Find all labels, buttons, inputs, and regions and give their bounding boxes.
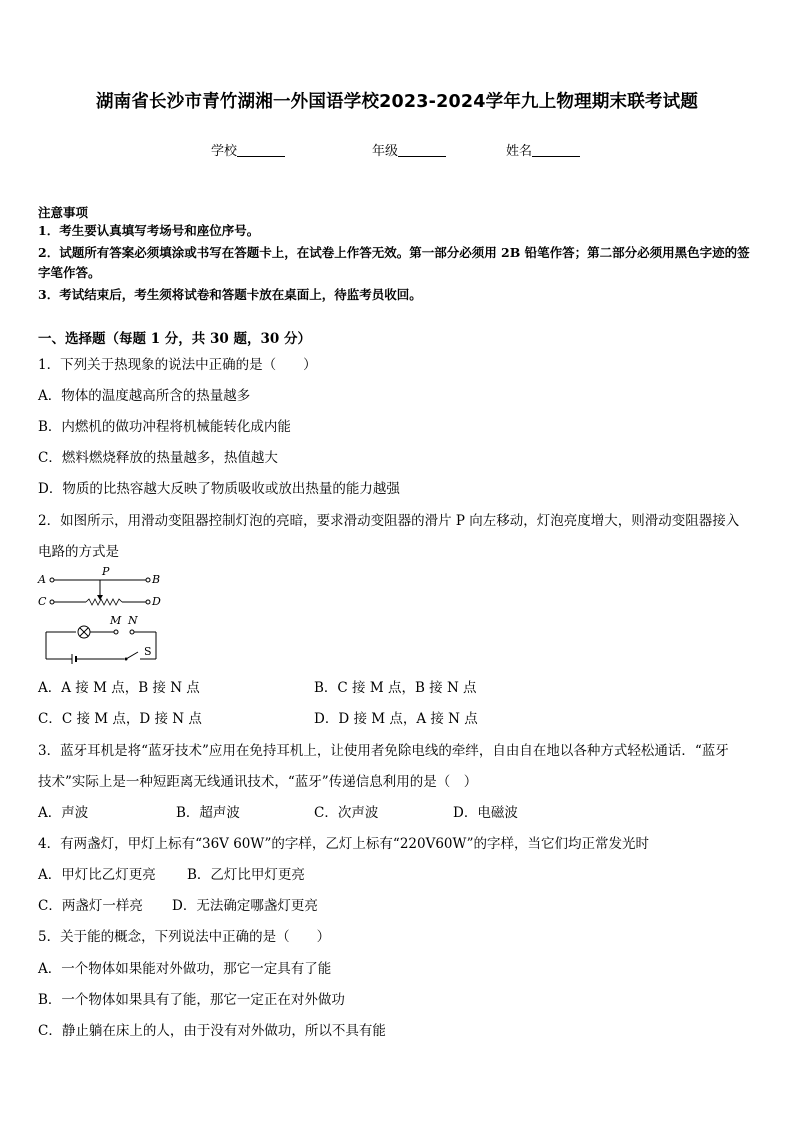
name-field [506, 140, 580, 159]
switch-lever [126, 652, 138, 659]
terminal-n-label: N [128, 614, 138, 627]
question-4-option-b: B．乙灯比甲灯更亮 [187, 867, 305, 883]
question-3-option-a: A．声波 [38, 805, 89, 821]
question-2-option-c: C．C 接 M 点，D 接 N 点 [38, 711, 202, 727]
terminal-c [50, 600, 54, 604]
name-label: 姓名 [506, 144, 533, 159]
school-blank [237, 143, 285, 157]
terminal-b-label: B [152, 573, 161, 586]
name-blank [532, 143, 580, 157]
terminal-n [130, 630, 134, 634]
grade-label: 年级 [372, 144, 399, 159]
terminal-a-label: A [38, 573, 46, 586]
question-4-option-d: D．无法确定哪盏灯更亮 [172, 898, 318, 914]
question-1-option-d: D．物质的比热容越大反映了物质吸收或放出热量的能力越强 [38, 481, 400, 497]
terminal-b [146, 578, 150, 582]
school-label: 学校 [211, 144, 238, 159]
question-2-option-d: D．D 接 M 点，A 接 N 点 [314, 711, 478, 727]
question-1-stem: 1．下列关于热现象的说法中正确的是（ ） [38, 357, 317, 373]
question-2-option-b: B．C 接 M 点，B 接 N 点 [314, 680, 477, 696]
question-4-stem: 4．有两盏灯，甲灯上标有“36V 60W”的字样，乙灯上标有“220V60W”的字样，当它们均正常发光时 [38, 836, 650, 852]
question-3-option-d: D．电磁波 [453, 805, 518, 821]
question-2-stem-line2: 电路的方式是 [38, 544, 119, 560]
terminal-d [146, 600, 150, 604]
question-2-option-a: A．A 接 M 点，B 接 N 点 [38, 680, 200, 696]
terminal-d-label: D [152, 595, 161, 608]
question-3-stem-line2: 技术”实际上是一种短距离无线通讯技术，“蓝牙”传递信息利用的是（ ） [38, 774, 478, 790]
question-4-option-c: C．两盏灯一样亮 [38, 898, 143, 914]
section-heading: 一、选择题（每题 1 分，共 30 题，30 分） [38, 331, 311, 347]
switch-s-label: S [144, 645, 152, 658]
terminal-a [50, 578, 54, 582]
question-2-stem-line1: 2．如图所示，用滑动变阻器控制灯泡的亮暗，要求滑动变阻器的滑片 P 向左移动，灯泡亮度增大，则滑动变阻器接入 [38, 513, 740, 529]
question-5-option-b: B．一个物体如果具有了能，那它一定正在对外做功 [38, 992, 345, 1008]
grade-field [372, 140, 446, 159]
terminal-m-label: M [110, 614, 122, 627]
notice-item: 1．考生要认真填写考场号和座位序号。 [38, 223, 260, 238]
notice-item: 3．考试结束后，考生须将试卷和答题卡放在桌面上，待监考员收回。 [38, 287, 422, 302]
resistance-coil [86, 599, 122, 605]
question-4-option-a: A．甲灯比乙灯更亮 [38, 867, 156, 883]
question-3-option-b: B．超声波 [176, 805, 240, 821]
grade-blank [398, 143, 446, 157]
exam-title: 湖南省长沙市青竹湖湘一外国语学校2023-2024学年九上物理期末联考试题 [95, 92, 699, 112]
question-1-option-b: B．内燃机的做功冲程将机械能转化成内能 [38, 419, 291, 435]
question-3-option-c: C．次声波 [314, 805, 379, 821]
notice-item: 2．试题所有答案必须填涂或书写在答题卡上，在试卷上作答无效。第一部分必须用 2B 铅笔作答；第二部分必须用黑色字迹的签字笔作答。 [38, 245, 750, 280]
school-field [211, 140, 285, 159]
question-5-option-c: C．静止躺在床上的人，由于没有对外做功，所以不具有能 [38, 1023, 386, 1039]
question-1-option-c: C．燃料燃烧释放的热量越多，热值越大 [38, 450, 278, 466]
slider-p-label: P [102, 566, 110, 578]
terminal-c-label: C [38, 595, 47, 608]
terminal-m [114, 630, 118, 634]
question-3-stem-line1: 3．蓝牙耳机是将“蓝牙技术”应用在免持耳机上，让使用者免除电线的牵绊，自由自在地以各种方式轻松通话．“蓝牙 [38, 743, 729, 759]
notice-heading: 注意事项 [38, 205, 89, 220]
question-1-option-a: A．物体的温度越高所含的热量越多 [38, 388, 251, 404]
rheostat-circuit-diagram [36, 566, 176, 666]
slider-arrow [97, 595, 103, 600]
question-5-option-a: A．一个物体如果能对外做功，那它一定具有了能 [38, 961, 332, 977]
question-5-stem: 5．关于能的概念，下列说法中正确的是（ ） [38, 929, 331, 945]
